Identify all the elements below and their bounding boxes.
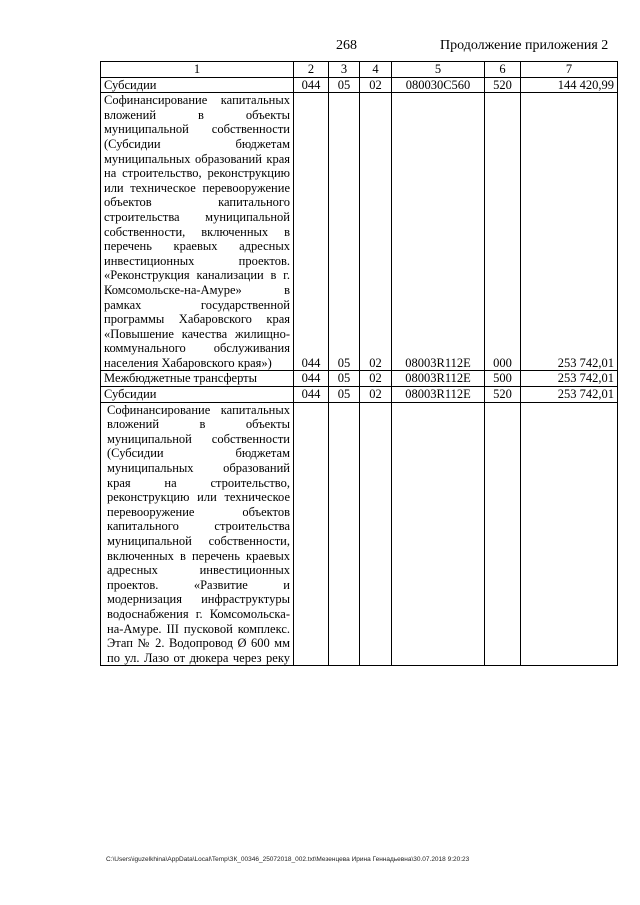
row-expense-type bbox=[485, 402, 521, 666]
column-header: 5 bbox=[392, 62, 485, 78]
row-expense-type: 520 bbox=[485, 77, 521, 93]
row-name: Субсидии bbox=[101, 77, 294, 93]
row-expense-type: 000 bbox=[485, 93, 521, 371]
row-amount: 253 742,01 bbox=[521, 371, 618, 387]
row-subsection-code: 02 bbox=[360, 93, 392, 371]
table-row bbox=[101, 93, 618, 371]
row-subsection-code: 02 bbox=[360, 387, 392, 403]
row-ministry-code: 044 bbox=[294, 387, 329, 403]
table-row bbox=[101, 371, 618, 387]
row-section-code: 05 bbox=[329, 93, 360, 371]
row-subsection-code: 02 bbox=[360, 371, 392, 387]
row-section-code bbox=[329, 402, 360, 666]
row-section-code: 05 bbox=[329, 387, 360, 403]
table-row bbox=[101, 387, 618, 403]
row-subsection-code bbox=[360, 402, 392, 666]
column-header: 2 bbox=[294, 62, 329, 78]
row-ministry-code: 044 bbox=[294, 77, 329, 93]
row-amount: 144 420,99 bbox=[521, 77, 618, 93]
row-ministry-code: 044 bbox=[294, 371, 329, 387]
page-number: 268 bbox=[336, 38, 357, 53]
table-row bbox=[101, 402, 618, 666]
column-header: 3 bbox=[329, 62, 360, 78]
row-target-code: 08003R112Е bbox=[392, 371, 485, 387]
row-section-code: 05 bbox=[329, 371, 360, 387]
column-header: 6 bbox=[485, 62, 521, 78]
row-expense-type: 500 bbox=[485, 371, 521, 387]
row-section-code: 05 bbox=[329, 77, 360, 93]
row-name: Софинансирование капитальных вложений в объекты муниципальной собственности (Субсидии бюджетам муниципальных образований края на строительство, реконструкцию или техническое перевооружение объектов капитального строительства муниципальной собственности, включенных в перечень краевых адресных инвестиционных проектов. «Развитие и модернизация инфраструктуры водоснабжения г. Комсомольска-на-Амуре. III пусковой комплекс. Этап № 2. Водопровод Ø 600 мм по ул. Лазо от дюкера через реку bbox=[101, 402, 294, 666]
row-amount: 253 742,01 bbox=[521, 93, 618, 371]
row-expense-type: 520 bbox=[485, 387, 521, 403]
table-header-row bbox=[101, 62, 618, 78]
row-target-code: 080030С560 bbox=[392, 77, 485, 93]
row-ministry-code: 044 bbox=[294, 93, 329, 371]
table-row bbox=[101, 77, 618, 93]
row-amount bbox=[521, 402, 618, 666]
column-header: 7 bbox=[521, 62, 618, 78]
row-target-code bbox=[392, 402, 485, 666]
row-ministry-code bbox=[294, 402, 329, 666]
row-name: Межбюджетные трансферты bbox=[101, 371, 294, 387]
continuation-label: Продолжение приложения 2 bbox=[440, 38, 609, 53]
file-path-footer: C:\Users\iguzelkhina\AppData\Local\Temp\ЗК_00346_25072018_002.txt\Мезенцева Ирина Геннадьевна\30.07.2018 9:20:23 bbox=[106, 856, 470, 863]
row-target-code: 08003R112Е bbox=[392, 93, 485, 371]
row-name: Субсидии bbox=[101, 387, 294, 403]
budget-table bbox=[100, 61, 618, 666]
column-header: 4 bbox=[360, 62, 392, 78]
row-amount: 253 742,01 bbox=[521, 387, 618, 403]
row-target-code: 08003R112Е bbox=[392, 387, 485, 403]
row-subsection-code: 02 bbox=[360, 77, 392, 93]
row-name: Софинансирование капитальных вложений в объекты муниципальной собственности (Субсидии бюджетам муниципальных образований края на строительство, реконструкцию или техническое перевооружение объектов капитального строительства муниципальной собственности, включенных в перечень краевых адресных инвестиционных проектов. «Реконструкция канализации в г. Комсомольске-на-Амуре» в рамках государственной программы Хабаровского края «Повышение качества жилищно-коммунального обслуживания населения Хабаровского края») bbox=[101, 93, 294, 371]
column-header: 1 bbox=[101, 62, 294, 78]
